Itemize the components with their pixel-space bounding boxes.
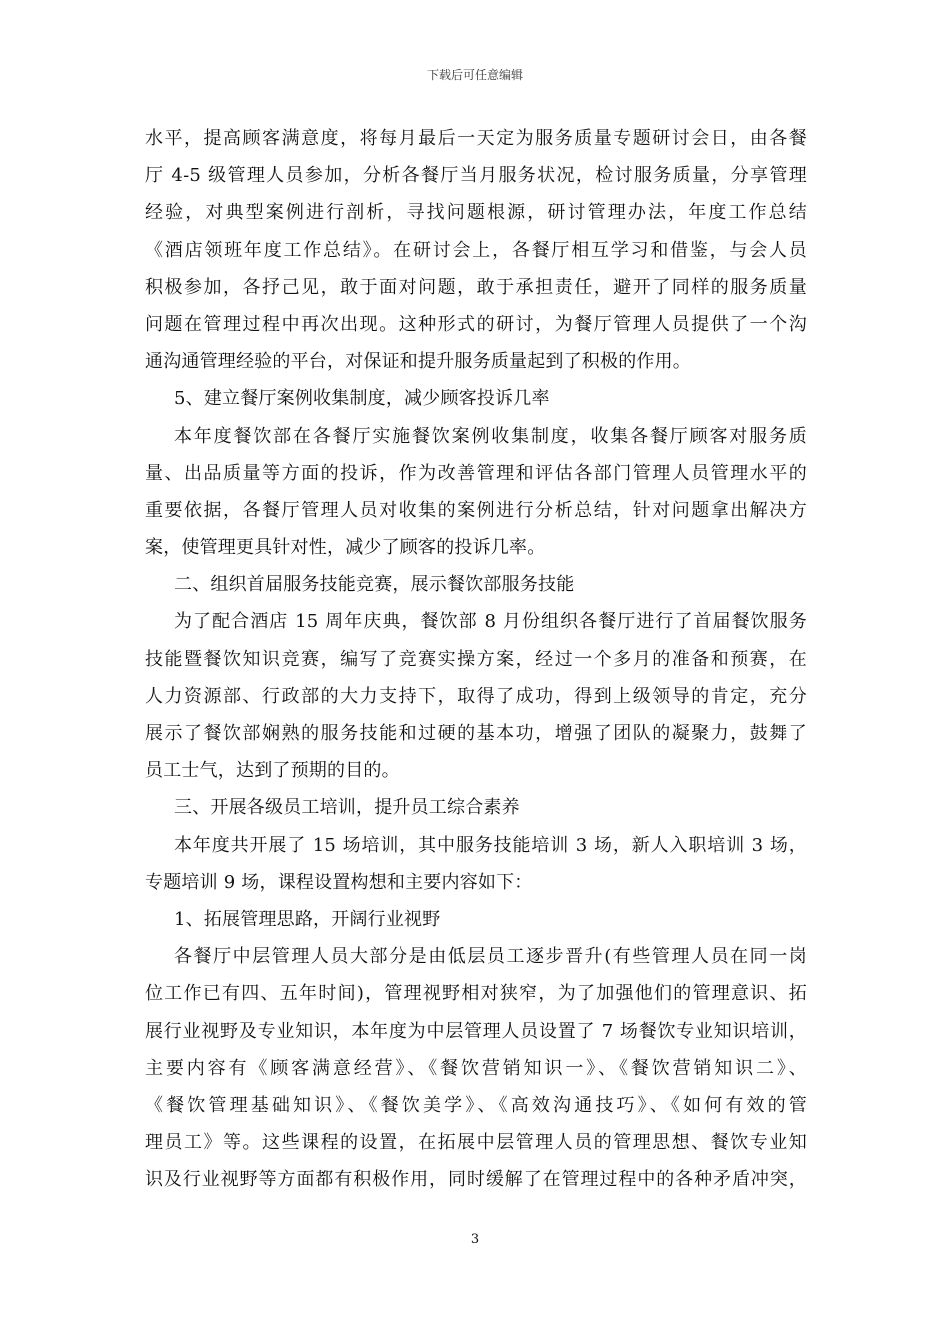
text-line: 员工士气，达到了预期的目的。	[145, 760, 400, 782]
text-line: 位工作已有四、五年时间)，管理视野相对狭窄，为了加强他们的管理意识、拓	[145, 983, 807, 1005]
text-line: 为了配合酒店 15 周年庆典，餐饮部 8 月份组织各餐厅进行了首届餐饮服务	[174, 611, 807, 633]
text-line: 各餐厅中层管理人员大部分是由低层员工逐步晋升(有些管理人员在同一岗	[174, 946, 807, 968]
text-line: 主要内容有《顾客满意经营》、《餐饮营销知识一》、《餐饮营销知识二》、	[145, 1057, 807, 1079]
page-number: 3	[470, 1232, 480, 1247]
text-line: 三、开展各级员工培训，提升员工综合素养	[174, 797, 520, 819]
text-line: 识及行业视野等方面都有积极作用，同时缓解了在管理过程中的各种矛盾冲突，	[145, 1169, 807, 1191]
text-line: 本年度餐饮部在各餐厅实施餐饮案例收集制度，收集各餐厅顾客对服务质	[174, 425, 807, 447]
text-line: 1、拓展管理思路，开阔行业视野	[174, 908, 441, 930]
text-line: 二、组织首届服务技能竞赛，展示餐饮部服务技能	[174, 574, 575, 596]
page-header: 下载后可任意编辑	[426, 68, 523, 82]
document-body	[145, 120, 807, 1198]
text-line: 展示了餐饮部娴熟的服务技能和过硬的基本功，增强了团队的凝聚力，鼓舞了	[145, 723, 807, 744]
text-line: 问题在管理过程中再次出现。这种形式的研讨，为餐厅管理人员提供了一个沟	[145, 313, 807, 335]
text-line: 本年度共开展了 15 场培训，其中服务技能培训 3 场，新人入职培训 3 场，	[174, 834, 807, 856]
text-line: 《酒店领班年度工作总结》。在研讨会上，各餐厅相互学习和借鉴，与会人员	[145, 239, 807, 261]
text-line: 量、出品质量等方面的投诉，作为改善管理和评估各部门管理人员管理水平的	[145, 462, 807, 484]
text-line: 专题培训 9 场，课程设置构想和主要内容如下：	[145, 871, 533, 893]
text-line: 理员工》等。这些课程的设置，在拓展中层管理人员的管理思想、餐饮专业知	[145, 1132, 807, 1154]
text-line: 《餐饮管理基础知识》、《餐饮美学》、《高效沟通技巧》、《如何有效的管	[145, 1094, 807, 1116]
text-line: 5、建立餐厅案例收集制度，减少顾客投诉几率	[174, 388, 550, 410]
text-line: 重要依据，各餐厅管理人员对收集的案例进行分析总结，针对问题拿出解决方	[145, 499, 807, 521]
text-line: 技能暨餐饮知识竞赛，编写了竞赛实操方案，经过一个多月的准备和预赛，在	[145, 648, 807, 670]
text-line: 展行业视野及专业知识，本年度为中层管理人员设置了 7 场餐饮专业知识培训，	[145, 1020, 807, 1042]
text-line: 通沟通管理经验的平台，对保证和提升服务质量起到了积极的作用。	[145, 351, 691, 373]
text-line: 积极参加，各抒己见，敢于面对问题，敢于承担责任，避开了同样的服务质量	[145, 276, 807, 298]
text-line: 案，使管理更具针对性，减少了顾客的投诉几率。	[145, 537, 546, 559]
text-line: 厅 4-5 级管理人员参加，分析各餐厅当月服务状况，检讨服务质量，分享管理	[145, 165, 807, 187]
text-line: 经验，对典型案例进行剖析，寻找问题根源，研讨管理办法，年度工作总结	[145, 202, 807, 224]
text-line: 水平，提高顾客满意度，将每月最后一天定为服务质量专题研讨会日，由各餐	[145, 128, 807, 149]
text-line: 人力资源部、行政部的大力支持下，取得了成功，得到上级领导的肯定，充分	[145, 685, 807, 707]
